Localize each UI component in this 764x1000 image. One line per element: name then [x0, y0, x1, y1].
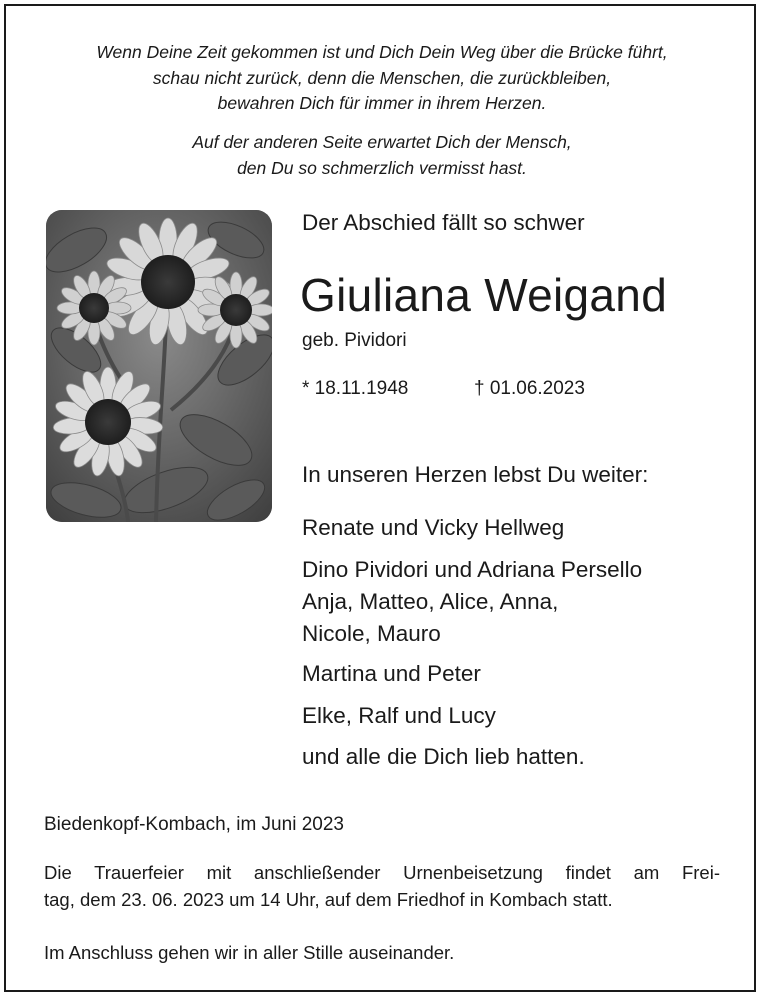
mourner-line: Martina und Peter: [302, 661, 481, 686]
poem-stanza-2: [6, 130, 758, 181]
mourner-line: Dino Pividori und Adriana Persello: [302, 557, 643, 582]
poem-stanza-1: [6, 40, 758, 117]
funeral-line: Die Trauerfeier mit anschließender Urnenbeisetzung findet am Frei-: [44, 862, 720, 883]
mourner-line: Anja, Matteo, Alice, Anna,: [302, 589, 559, 614]
place-date: Biedenkopf-Kombach, im Juni 2023: [44, 814, 344, 835]
obituary-card: [4, 4, 756, 992]
death-date: † 01.06.2023: [474, 378, 585, 399]
mourner-line: Nicole, Mauro: [302, 621, 441, 646]
funeral-line: tag, dem 23. 06. 2023 um 14 Uhr, auf dem Friedhof in Kombach statt.: [44, 889, 613, 910]
poem-line: schau nicht zurück, denn die Menschen, die zurückbleiben,: [152, 67, 612, 88]
maiden-name: geb. Pividori: [302, 330, 407, 351]
poem-line: Auf der anderen Seite erwartet Dich der Mensch,: [192, 132, 572, 152]
mourner-line: Renate und Vicky Hellweg: [302, 515, 565, 540]
poem-line: den Du so schmerzlich vermisst hast.: [237, 157, 527, 178]
poem-line: bewahren Dich für immer in ihrem Herzen.: [217, 93, 547, 113]
deceased-name: Giuliana Weigand: [300, 269, 668, 321]
sunflower-photo: [46, 210, 272, 522]
birth-date: * 18.11.1948: [302, 378, 409, 399]
mourner-line: Elke, Ralf und Lucy: [302, 703, 496, 728]
farewell-intro: Der Abschied fällt so schwer: [302, 210, 585, 235]
closing-note: Im Anschluss gehen wir in aller Stille auseinander.: [44, 942, 455, 963]
mourners-intro: In unseren Herzen lebst Du weiter:: [302, 462, 649, 487]
poem-line: Wenn Deine Zeit gekommen ist und Dich Dein Weg über die Brücke führt,: [96, 42, 668, 62]
mourner-line: und alle die Dich lieb hatten.: [302, 744, 585, 769]
funeral-info: [44, 862, 720, 911]
